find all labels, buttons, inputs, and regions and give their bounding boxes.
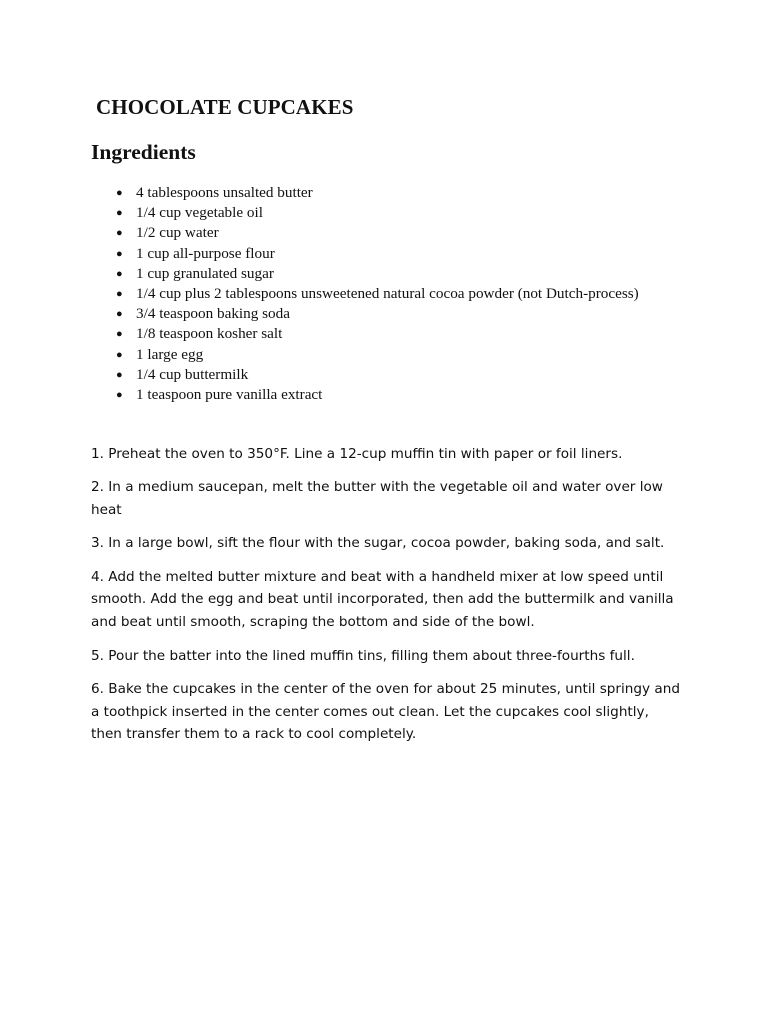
list-item — [116, 264, 656, 284]
ingredient-text: 1 cup granulated sugar — [136, 264, 274, 282]
instruction-step: 6. Bake the cupcakes in the center of the oven for about 25 minutes, until springy and a toothpick inserted in the center comes out clean. Let the cupcakes cool slightly, then transfer them to a rack to cool completely. — [91, 680, 680, 743]
bullet-icon: ● — [116, 348, 123, 361]
instructions — [91, 443, 681, 757]
list-item — [116, 304, 656, 324]
list-item — [116, 324, 656, 344]
ingredient-text: 4 tablespoons unsalted butter — [136, 184, 313, 201]
bullet-icon: ● — [116, 187, 123, 199]
bullet-icon: ● — [116, 227, 123, 240]
list-item — [116, 203, 656, 223]
instruction-step: 2. In a medium saucepan, melt the butter with the vegetable oil and water over low heat — [91, 479, 663, 519]
bullet-icon: ● — [116, 389, 123, 402]
recipe-title: CHOCOLATE CUPCAKES — [96, 95, 354, 119]
ingredient-text: 1 large egg — [136, 345, 204, 363]
list-item — [116, 385, 656, 405]
ingredients-list — [116, 183, 656, 405]
bullet-icon: ● — [116, 247, 123, 260]
instruction-step: 5. Pour the batter into the lined muffin tins, filling them about three-fourths full. — [91, 647, 635, 664]
ingredient-text: 1/4 cup plus 2 tablespoons unsweetened natural cocoa powder (not Dutch-process) — [136, 285, 639, 303]
list-item — [116, 284, 656, 304]
bullet-icon: ● — [116, 328, 123, 341]
bullet-icon: ● — [116, 308, 123, 321]
ingredient-text: 1 teaspoon pure vanilla extract — [136, 386, 323, 404]
list-item — [116, 183, 656, 203]
list-item — [116, 244, 656, 264]
ingredient-text: 1 cup all-purpose flour — [136, 244, 275, 262]
ingredient-text: 1/8 teaspoon kosher salt — [136, 325, 283, 343]
bullet-icon: ● — [116, 368, 123, 381]
list-item — [116, 345, 656, 365]
ingredient-text: 3/4 teaspoon baking soda — [136, 305, 290, 323]
list-item — [116, 223, 656, 243]
instruction-step: 4. Add the melted butter mixture and beat with a handheld mixer at low speed until smooth. Add the egg and beat until incorporated, then add the buttermilk and vanilla and beat until smooth, scraping the bottom and side of the bowl. — [91, 568, 674, 631]
list-item — [116, 365, 656, 385]
instruction-step: 3. In a large bowl, sift the flour with the sugar, cocoa powder, baking soda, and salt. — [91, 535, 665, 552]
ingredient-text: 1/4 cup buttermilk — [136, 365, 249, 383]
bullet-icon: ● — [116, 288, 123, 301]
ingredient-text: 1/2 cup water — [136, 224, 219, 242]
bullet-icon: ● — [116, 267, 123, 280]
ingredient-text: 1/4 cup vegetable oil — [136, 204, 263, 222]
bullet-icon: ● — [116, 207, 123, 220]
ingredients-heading: Ingredients — [91, 140, 196, 164]
instruction-step: 1. Preheat the oven to 350°F. Line a 12-cup muffin tin with paper or foil liners. — [91, 446, 623, 462]
